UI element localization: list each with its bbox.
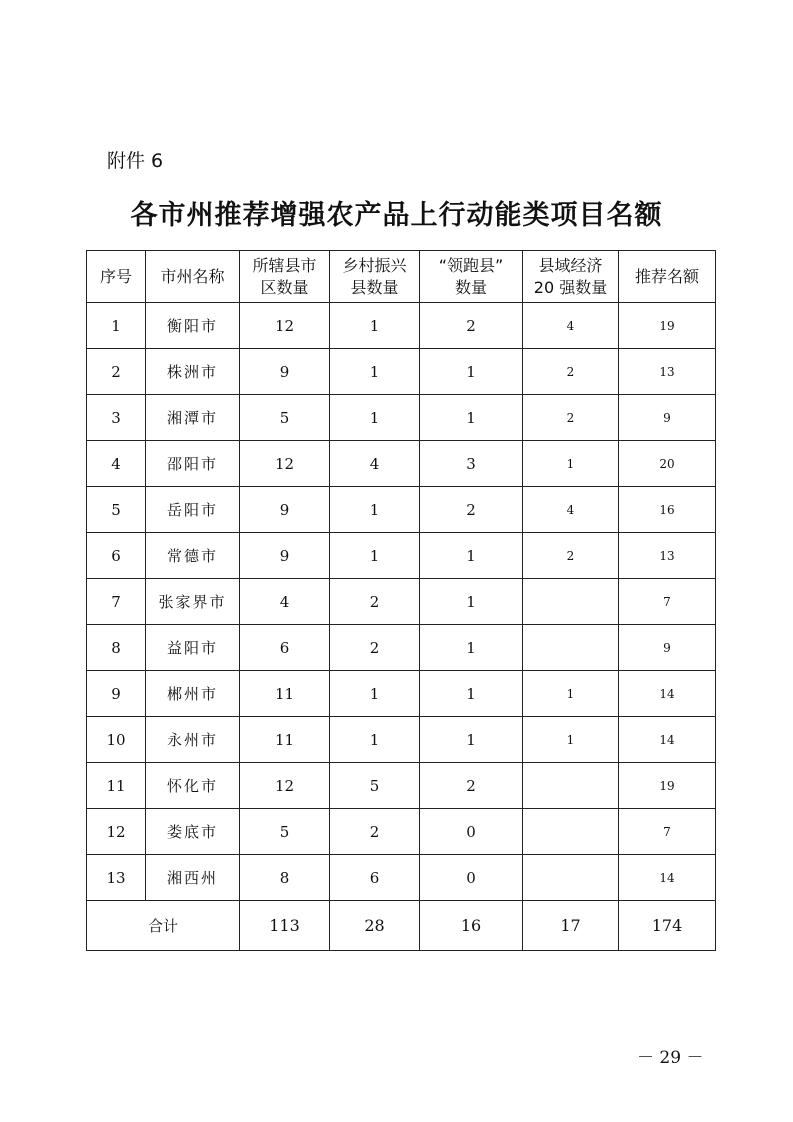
total-quota: 174 [619,901,716,951]
document-title: 各市州推荐增强农产品上行动能类项目名额 [130,200,663,231]
page-number: － 29 － [637,1048,704,1068]
total-row [87,901,716,951]
cell-city: 郴州市 [146,671,240,717]
cell-no: 4 [87,441,146,487]
table-row [87,717,716,763]
cell-leading: 2 [420,487,523,533]
cell-top20 [523,763,619,809]
quota-table [86,250,716,951]
cell-revitalization: 1 [330,671,420,717]
cell-quota: 13 [619,533,716,579]
header-revitalization: 乡村振兴 县数量 [330,251,420,303]
cell-revitalization: 1 [330,487,420,533]
cell-counties: 11 [240,671,330,717]
table-row [87,625,716,671]
cell-leading: 3 [420,441,523,487]
table-header-row [87,251,716,303]
cell-leading: 0 [420,809,523,855]
cell-leading: 1 [420,717,523,763]
cell-leading: 1 [420,579,523,625]
cell-quota: 14 [619,671,716,717]
total-counties: 113 [240,901,330,951]
cell-leading: 1 [420,625,523,671]
cell-city: 邵阳市 [146,441,240,487]
cell-revitalization: 1 [330,303,420,349]
cell-quota: 14 [619,717,716,763]
cell-city: 衡阳市 [146,303,240,349]
cell-quota: 19 [619,303,716,349]
total-top20: 17 [523,901,619,951]
header-no: 序号 [87,251,146,303]
table-row [87,441,716,487]
cell-top20: 2 [523,533,619,579]
cell-leading: 1 [420,395,523,441]
table-row [87,855,716,901]
cell-revitalization: 1 [330,533,420,579]
cell-city: 岳阳市 [146,487,240,533]
cell-revitalization: 1 [330,717,420,763]
cell-counties: 12 [240,441,330,487]
table-row [87,487,716,533]
header-leading: “领跑县” 数量 [420,251,523,303]
table-row [87,671,716,717]
header-top20: 县域经济 20 强数量 [523,251,619,303]
table-row [87,579,716,625]
cell-quota: 13 [619,349,716,395]
attachment-label: 附件 6 [107,150,164,172]
cell-leading: 2 [420,763,523,809]
cell-city: 湘西州 [146,855,240,901]
cell-counties: 5 [240,809,330,855]
cell-top20 [523,855,619,901]
cell-no: 10 [87,717,146,763]
cell-city: 株洲市 [146,349,240,395]
cell-counties: 4 [240,579,330,625]
cell-city: 永州市 [146,717,240,763]
cell-quota: 16 [619,487,716,533]
cell-top20 [523,625,619,671]
cell-city: 益阳市 [146,625,240,671]
cell-top20: 1 [523,441,619,487]
cell-city: 怀化市 [146,763,240,809]
cell-leading: 1 [420,671,523,717]
cell-revitalization: 2 [330,809,420,855]
cell-no: 3 [87,395,146,441]
cell-city: 张家界市 [146,579,240,625]
cell-top20: 1 [523,717,619,763]
cell-top20: 4 [523,487,619,533]
cell-leading: 2 [420,303,523,349]
table-row [87,763,716,809]
cell-quota: 20 [619,441,716,487]
cell-quota: 7 [619,809,716,855]
table-row [87,349,716,395]
cell-counties: 5 [240,395,330,441]
cell-no: 13 [87,855,146,901]
cell-counties: 6 [240,625,330,671]
cell-revitalization: 2 [330,579,420,625]
cell-quota: 7 [619,579,716,625]
cell-city: 湘潭市 [146,395,240,441]
cell-no: 12 [87,809,146,855]
cell-no: 2 [87,349,146,395]
cell-quota: 9 [619,395,716,441]
cell-counties: 9 [240,349,330,395]
cell-revitalization: 2 [330,625,420,671]
cell-top20 [523,809,619,855]
cell-leading: 1 [420,533,523,579]
total-leading: 16 [420,901,523,951]
header-counties: 所辖县市 区数量 [240,251,330,303]
total-label: 合计 [87,901,240,951]
cell-top20: 2 [523,395,619,441]
cell-leading: 0 [420,855,523,901]
cell-revitalization: 4 [330,441,420,487]
cell-quota: 9 [619,625,716,671]
cell-counties: 12 [240,763,330,809]
table-row [87,809,716,855]
cell-counties: 11 [240,717,330,763]
cell-revitalization: 5 [330,763,420,809]
cell-top20 [523,579,619,625]
total-revitalization: 28 [330,901,420,951]
cell-counties: 12 [240,303,330,349]
cell-quota: 19 [619,763,716,809]
table-row [87,303,716,349]
cell-no: 6 [87,533,146,579]
cell-no: 1 [87,303,146,349]
header-quota: 推荐名额 [619,251,716,303]
cell-no: 8 [87,625,146,671]
cell-city: 娄底市 [146,809,240,855]
cell-top20: 4 [523,303,619,349]
table-row [87,533,716,579]
cell-revitalization: 1 [330,349,420,395]
cell-counties: 8 [240,855,330,901]
cell-counties: 9 [240,487,330,533]
cell-top20: 1 [523,671,619,717]
table-row [87,395,716,441]
cell-no: 9 [87,671,146,717]
cell-revitalization: 1 [330,395,420,441]
cell-top20: 2 [523,349,619,395]
cell-city: 常德市 [146,533,240,579]
cell-no: 7 [87,579,146,625]
cell-revitalization: 6 [330,855,420,901]
cell-quota: 14 [619,855,716,901]
cell-leading: 1 [420,349,523,395]
cell-counties: 9 [240,533,330,579]
cell-no: 5 [87,487,146,533]
header-city: 市州名称 [146,251,240,303]
cell-no: 11 [87,763,146,809]
